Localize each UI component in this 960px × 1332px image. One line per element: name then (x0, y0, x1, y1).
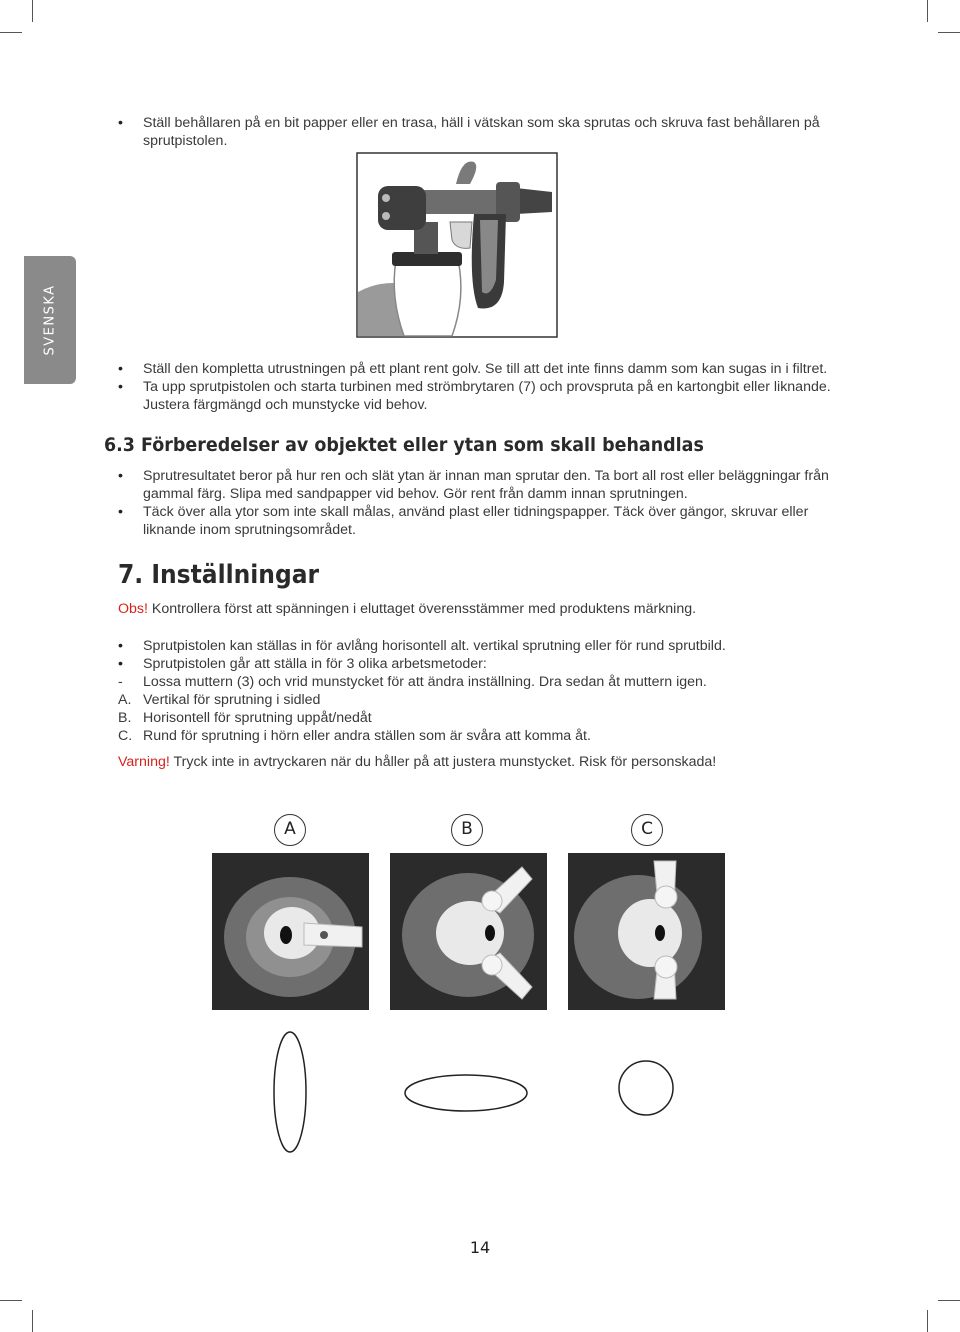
warning-text: Tryck inte in avtryckaren när du håller på att justera munstycket. Risk för personskada! (169, 754, 717, 770)
list-item: • Sprutresultatet beror på hur ren och slät ytan är innan man sprutar den. Ta bort all rost eller beläggningar från gammal färg. Slipa med sandpapper vid behov. Gör rent från damm innan sprutningen. (118, 467, 838, 503)
sub-item-text: Horisontell för sprutning uppåt/nedåt (143, 710, 372, 726)
sub-item (118, 727, 838, 745)
spray-pattern-round (617, 1059, 675, 1117)
language-side-tab-label: SVENSKA (42, 284, 58, 356)
section-6-3-bullet-list (118, 467, 838, 539)
sub-item-text: Vertikal för sprutning i sidled (143, 692, 321, 708)
obs-label: Obs! (118, 601, 148, 617)
crop-mark (927, 0, 928, 22)
list-item: • Ställ behållaren på en bit papper eller en trasa, häll i vätskan som ska sprutas och skruva fast behållaren på sprutpistolen. (118, 114, 838, 150)
spray-pattern-vertical (272, 1030, 308, 1154)
sub-item (118, 709, 838, 727)
nozzle-photo-a (212, 853, 369, 1010)
crop-mark (938, 32, 960, 33)
spray-pattern-horizontal (402, 1072, 530, 1114)
obs-text: Kontrollera först att spänningen i eluttaget överensstämmer med produktens märkning. (147, 601, 697, 617)
list-item: • Sprutpistolen går att ställa in för 3 olika arbetsmetoder: (118, 655, 838, 673)
figure-label-c: C (631, 814, 663, 846)
crop-mark (32, 0, 33, 22)
section-7-bullet-list (118, 637, 838, 673)
page-number: 14 (469, 1238, 491, 1257)
crop-mark (927, 1310, 928, 1332)
crop-mark (938, 1300, 960, 1301)
nozzle-photo-b (390, 853, 547, 1010)
setup-bullet-list (118, 360, 838, 414)
crop-mark (32, 1310, 33, 1332)
warning-label: Varning! (118, 754, 170, 770)
sub-item-marker: - (118, 674, 123, 690)
figure-label-a: A (274, 814, 306, 846)
intro-bullet-list (118, 114, 838, 150)
figure-label-b: B (451, 814, 483, 846)
section-7-sub-list (118, 673, 838, 745)
list-item: • Ställ den kompletta utrustningen på ett plant rent golv. Se till att det inte finns damm som kan sugas in i filtret. (118, 360, 838, 378)
warning-note (118, 753, 716, 771)
spray-gun-photo (356, 152, 558, 338)
list-item: • Sprutpistolen kan ställas in för avlång horisontell alt. vertikal sprutning eller för rund sprutbild. (118, 637, 838, 655)
list-item: • Ta upp sprutpistolen och starta turbinen med strömbrytaren (7) och provspruta på en kartongbit eller liknande. Justera färgmängd och munstycke vid behov. (118, 378, 838, 414)
list-item: • Täck över alla ytor som inte skall målas, använd plast eller tidningspapper. Täck över gängor, skruvar eller liknande inom sprutningsområdet. (118, 503, 838, 539)
sub-item-marker: B. (118, 710, 132, 726)
crop-mark (0, 32, 22, 33)
sub-item-text: Rund för sprutning i hörn eller andra ställen som är svåra att komma åt. (143, 728, 591, 744)
section-6-3-heading: 6.3 Förberedelser av objektet eller ytan som skall behandlas (104, 434, 704, 456)
section-7-heading: 7. Inställningar (118, 560, 320, 590)
obs-note (118, 600, 696, 618)
sub-item-text: Lossa muttern (3) och vrid munstycket för att ändra inställning. Dra sedan åt muttern igen. (143, 674, 707, 690)
nozzle-photo-c (568, 853, 725, 1010)
language-side-tab (24, 256, 76, 384)
sub-item (118, 673, 838, 691)
sub-item (118, 691, 838, 709)
sub-item-marker: C. (118, 728, 133, 744)
crop-mark (0, 1300, 22, 1301)
sub-item-marker: A. (118, 692, 132, 708)
